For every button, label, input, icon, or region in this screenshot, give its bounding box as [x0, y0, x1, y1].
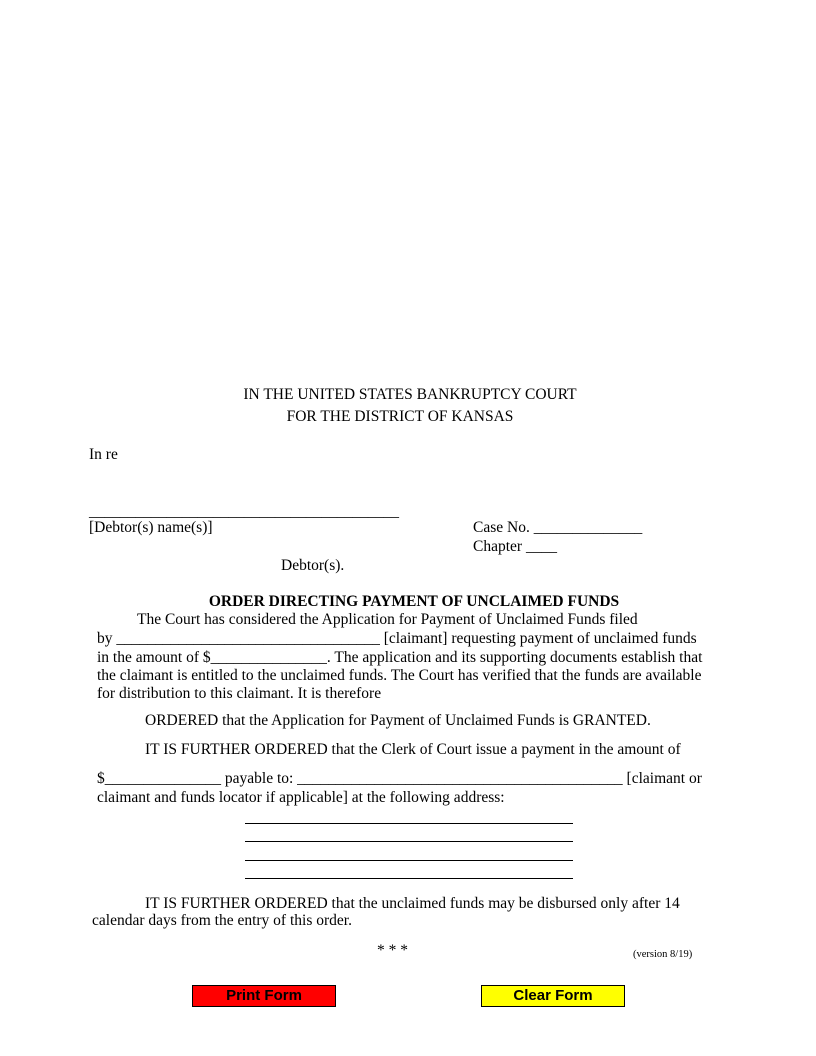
court-heading: IN THE UNITED STATES BANKRUPTCY COURT	[243, 386, 577, 403]
district-heading: FOR THE DISTRICT OF KANSAS	[286, 408, 514, 425]
print-form-button[interactable]: Print Form	[192, 985, 336, 1007]
address-line-4[interactable]	[245, 878, 573, 879]
order-title: ORDER DIRECTING PAYMENT OF UNCLAIMED FUNDS	[208, 593, 620, 610]
clear-form-button[interactable]: Clear Form	[481, 985, 625, 1007]
debtors-label: Debtor(s).	[281, 557, 345, 574]
debtor-name-field[interactable]: ________________________________________	[89, 503, 399, 520]
paragraph-1-line-4: the claimant is entitled to the unclaimed funds. The Court has verified that the funds are available	[97, 667, 702, 684]
paragraph-4-line-1: IT IS FURTHER ORDERED that the unclaimed funds may be disbursed only after 14	[145, 895, 680, 912]
debtor-name-label: [Debtor(s) name(s)]	[89, 519, 213, 536]
in-re-label: In re	[89, 446, 118, 463]
case-number-field[interactable]: Case No. ______________	[473, 519, 643, 536]
version-label: (version 8/19)	[633, 949, 693, 960]
paragraph-1-line-2[interactable]: by __________________________________ [claimant] requesting payment of unclaimed funds	[97, 630, 697, 647]
paragraph-1-line-5: for distribution to this claimant. It is therefore	[97, 685, 382, 702]
paragraph-1-line-3[interactable]: in the amount of $_______________. The application and its supporting documents establish that	[97, 649, 703, 666]
address-line-2[interactable]	[245, 841, 573, 842]
paragraph-3-line-1: IT IS FURTHER ORDERED that the Clerk of Court issue a payment in the amount of	[145, 741, 681, 758]
address-line-3[interactable]	[245, 860, 573, 861]
address-line-1[interactable]	[245, 823, 573, 824]
ordered-granted-paragraph: ORDERED that the Application for Payment of Unclaimed Funds is GRANTED.	[145, 712, 651, 729]
paragraph-3-line-3: claimant and funds locator if applicable] at the following address:	[97, 789, 505, 806]
end-mark: * * *	[377, 942, 408, 959]
paragraph-4-line-2: calendar days from the entry of this order.	[92, 912, 352, 929]
chapter-field[interactable]: Chapter ____	[473, 538, 557, 555]
paragraph-1-line-1: The Court has considered the Application for Payment of Unclaimed Funds filed	[137, 611, 638, 628]
paragraph-3-line-2[interactable]: $_______________ payable to: __________________________________________ [claimant or	[97, 770, 702, 787]
